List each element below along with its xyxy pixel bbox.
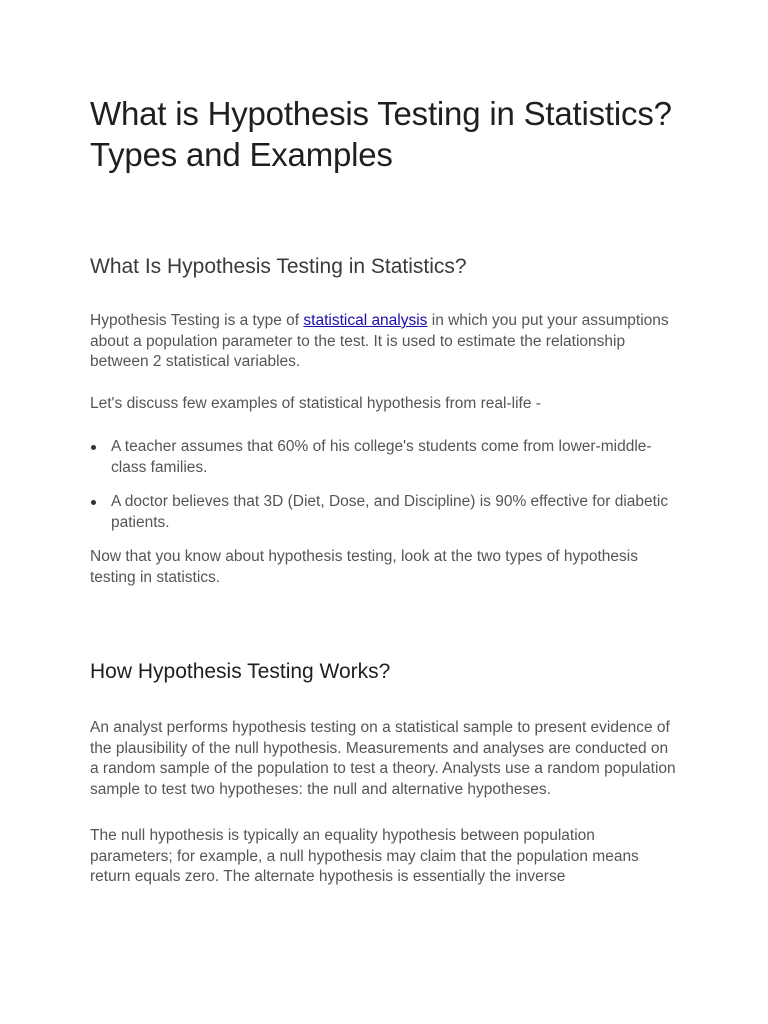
list-item-text: A teacher assumes that 60% of his college's students come from lower-middle-class families. [111,438,652,476]
intro-text-before-link: Hypothesis Testing is a type of [90,312,304,329]
intro-text-after-link: in which you put your assumptions about a population parameter to the test. It is used to estimate the relationship between 2 statistical variables. [90,312,669,370]
closing-paragraph: Now that you know about hypothesis testing, look at the two types of hypothesis testing in statistics. [90,548,638,586]
article-title: What is Hypothesis Testing in Statistics? Types and Examples [90,95,672,173]
section-heading-what-is: What Is Hypothesis Testing in Statistics? [90,255,467,278]
section-heading-how-it-works: How Hypothesis Testing Works? [90,660,391,683]
statistical-analysis-link[interactable]: statistical analysis [303,312,428,329]
bullet-icon [91,445,96,450]
examples-list [90,437,680,533]
intro-paragraph [90,311,680,373]
null-hypothesis-paragraph: The null hypothesis is typically an equality hypothesis between population parameters; for example, a null hypothesis may claim that the population means return equals zero. The alternate hypothesis is essentially the inverse [90,827,639,885]
list-item-text: A doctor believes that 3D (Diet, Dose, and Discipline) is 90% effective for diabetic patients. [111,493,669,531]
how-it-works-paragraph: An analyst performs hypothesis testing on a statistical sample to present evidence of the plausibility of the null hypothesis. Measurements and analyses are conducted on a random sample of the population to test a theory. Analysts use a random population sample to test two hypotheses: the null and alternative hypotheses. [90,719,676,798]
list-item [90,492,680,533]
examples-lead-paragraph: Let's discuss few examples of statistical hypothesis from real-life - [90,394,541,412]
bullet-icon [91,500,96,505]
list-item [90,437,680,478]
article-body [90,93,680,888]
